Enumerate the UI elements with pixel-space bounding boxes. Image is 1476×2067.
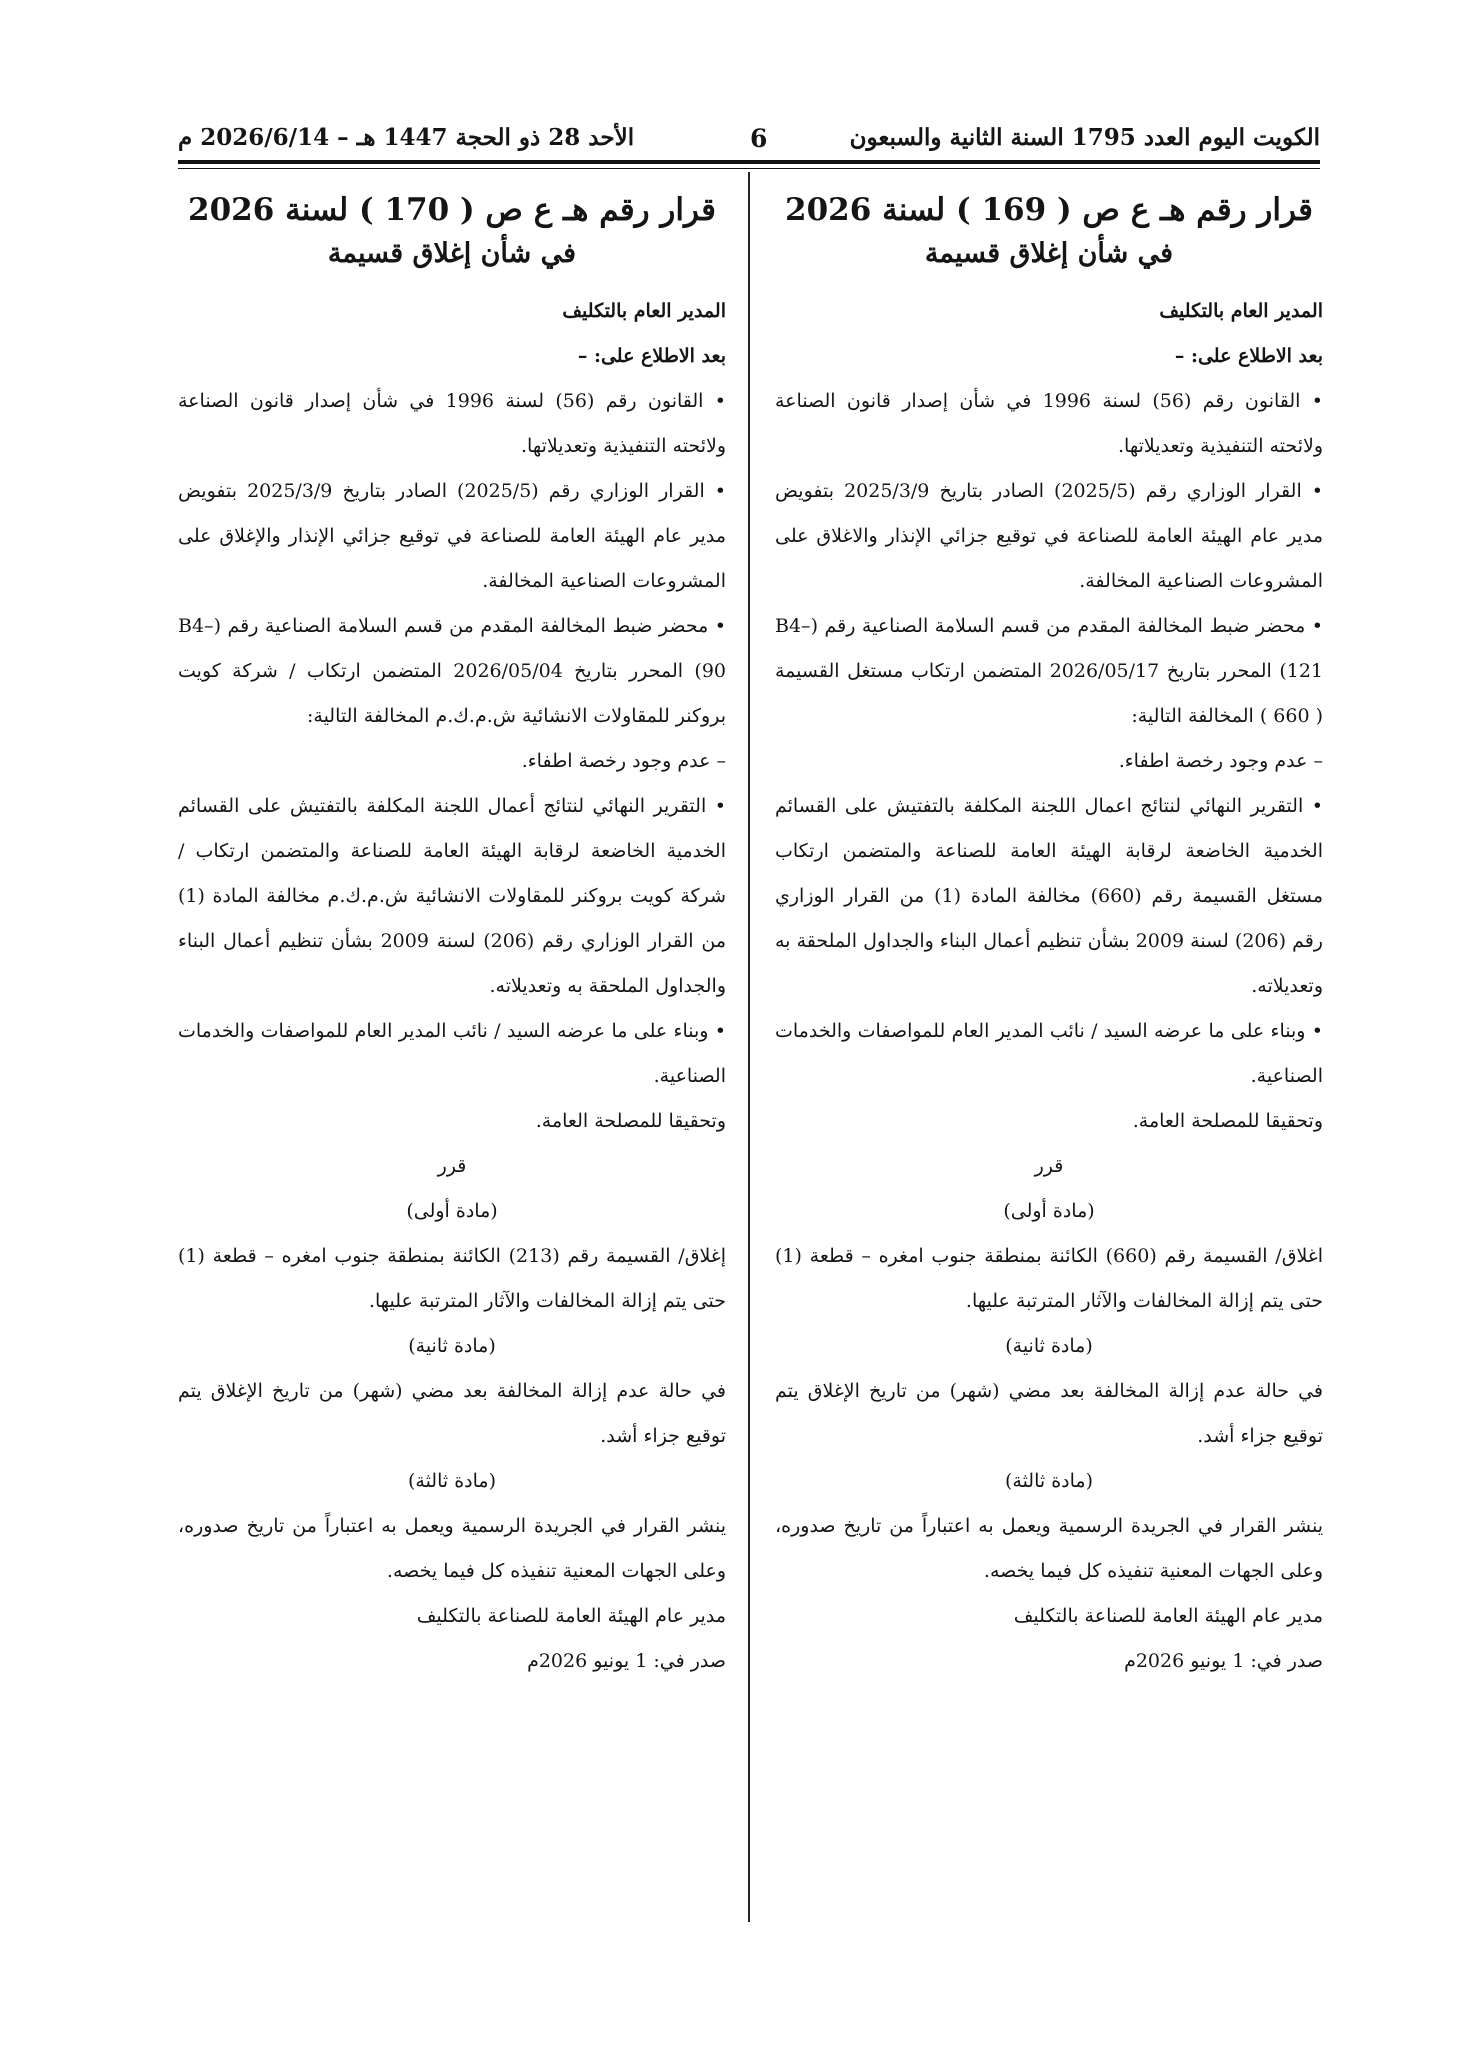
article-3-text: ينشر القرار في الجريدة الرسمية ويعمل به اعتباراً من تاريخ صدوره، وعلى الجهات المعنية تنفيذه كل فيما يخصه.	[178, 1514, 726, 1582]
article-2-heading: (مادة ثانية)	[408, 1334, 496, 1357]
ministerial-decision: • القرار الوزاري رقم (2025/5) الصادر بتاريخ 2025/3/9 بتفويض مدير عام الهيئة العامة للصناعة في توقيع جزائي الإنذار والاغلاق على المشروعات الصناعية المخالفة.	[775, 469, 1323, 604]
decided-heading: قرر	[1034, 1154, 1064, 1177]
article-3-text: ينشر القرار في الجريدة الرسمية ويعمل به اعتباراً من تاريخ صدوره، وعلى الجهات المعنية تنفيذه كل فيما يخصه.	[775, 1514, 1323, 1582]
violation-item: – عدم وجود رخصة اطفاء.	[521, 749, 726, 772]
final-report: • التقرير النهائي لنتائج اعمال اللجنة المكلفة بالتفتيش على القسائم الخدمية الخاضعة لرقابة الهيئة العامة للصناعة والمتضمن ارتكاب مستغل القسيمة رقم (660) مخالفة المادة (1) من القرار الوزاري رقم (206) لسنة 2009 بشأن تنظيم أعمال البناء والجداول الملحقة به وتعديلاته.	[775, 784, 1323, 1009]
column-divider	[748, 172, 750, 1922]
decision-subtitle: في شأن إغلاق قسيمة	[327, 238, 577, 270]
header-rule-thin	[178, 168, 1320, 169]
violation-report: • محضر ضبط المخالفة المقدم من قسم السلامة الصناعية رقم (B4–90) المحرر بتاريخ 2026/05/04 المتضمن ارتكاب / شركة كويت بروكنر للمقاولات الانشائية ش.م.ك.م المخالفة التالية:	[178, 604, 726, 739]
article-1-heading: (مادة أولى)	[406, 1199, 498, 1222]
director-line: المدير العام بالتكليف	[562, 299, 726, 322]
issued-date: صدر في: 1 يونيو 2026م	[527, 1649, 726, 1672]
signature: مدير عام الهيئة العامة للصناعة بالتكليف	[1013, 1604, 1323, 1627]
decision-subtitle: في شأن إغلاق قسيمة	[924, 238, 1174, 270]
page-number: 6	[750, 124, 768, 153]
article-2-text: في حالة عدم إزالة المخالفة بعد مضي (شهر) من تاريخ الإغلاق يتم توقيع جزاء أشد.	[775, 1379, 1323, 1447]
article-2-text: في حالة عدم إزالة المخالفة بعد مضي (شهر) من تاريخ الإغلاق يتم توقيع جزاء أشد.	[178, 1379, 726, 1447]
page-header	[178, 120, 1320, 160]
gazette-issue: الكويت اليوم العدد 1795 السنة الثانية والسبعون	[849, 124, 1320, 151]
violation-item: – عدم وجود رخصة اطفاء.	[1118, 749, 1323, 772]
director-line: المدير العام بالتكليف	[1159, 299, 1323, 322]
issued-date: صدر في: 1 يونيو 2026م	[1124, 1649, 1323, 1672]
decision-170	[178, 186, 726, 1684]
final-report: • التقرير النهائي لنتائج أعمال اللجنة المكلفة بالتفتيش على القسائم الخدمية الخاضعة لرقابة الهيئة العامة للصناعة والمتضمن ارتكاب / شركة كويت بروكنر للمقاولات الانشائية ش.م.ك.م مخالفة المادة (1) من القرار الوزاري رقم (206) لسنة 2009 بشأن تنظيم أعمال البناء والجداول الملحقة به وتعديلاته.	[178, 784, 726, 1009]
law-reference: • القانون رقم (56) لسنة 1996 في شأن إصدار قانون الصناعة ولائحته التنفيذية وتعديلاتها.	[178, 379, 726, 469]
based-on: • وبناء على ما عرضه السيد / نائب المدير العام للمواصفات والخدمات الصناعية.	[178, 1009, 726, 1099]
public-interest: وتحقيقا للمصلحة العامة.	[1132, 1109, 1323, 1132]
article-1-heading: (مادة أولى)	[1003, 1199, 1095, 1222]
after-review: بعد الاطلاع على: –	[577, 344, 726, 367]
article-1-text: إغلاق/ القسيمة رقم (213) الكائنة بمنطقة جنوب امغره – قطعة (1) حتى يتم إزالة المخالفات والآثار المترتبة عليها.	[178, 1244, 726, 1312]
article-3-heading: (مادة ثالثة)	[407, 1469, 497, 1492]
article-2-heading: (مادة ثانية)	[1005, 1334, 1093, 1357]
article-1-text: اغلاق/ القسيمة رقم (660) الكائنة بمنطقة جنوب امغره – قطعة (1) حتى يتم إزالة المخالفات والآثار المترتبة عليها.	[775, 1244, 1323, 1312]
after-review: بعد الاطلاع على: –	[1174, 344, 1323, 367]
article-3-heading: (مادة ثالثة)	[1004, 1469, 1094, 1492]
ministerial-decision: • القرار الوزاري رقم (2025/5) الصادر بتاريخ 2025/3/9 بتفويض مدير عام الهيئة العامة للصناعة في توقيع جزائي الإنذار والإغلاق على المشروعات الصناعية المخالفة.	[178, 469, 726, 604]
header-rule-thick	[178, 160, 1320, 164]
decision-title: قرار رقم هـ ع ص ( 169 ) لسنة 2026	[785, 192, 1313, 228]
issue-date: الأحد 28 ذو الحجة 1447 هـ – 2026/6/14 م	[178, 124, 635, 151]
signature: مدير عام الهيئة العامة للصناعة بالتكليف	[416, 1604, 726, 1627]
decision-169	[775, 186, 1323, 1684]
public-interest: وتحقيقا للمصلحة العامة.	[535, 1109, 726, 1132]
decided-heading: قرر	[437, 1154, 467, 1177]
based-on: • وبناء على ما عرضه السيد / نائب المدير العام للمواصفات والخدمات الصناعية.	[775, 1009, 1323, 1099]
law-reference: • القانون رقم (56) لسنة 1996 في شأن إصدار قانون الصناعة ولائحته التنفيذية وتعديلاتها.	[775, 379, 1323, 469]
decision-title: قرار رقم هـ ع ص ( 170 ) لسنة 2026	[188, 192, 716, 228]
violation-report: • محضر ضبط المخالفة المقدم من قسم السلامة الصناعية رقم (B4–121) المحرر بتاريخ 2026/05/17 المتضمن ارتكاب مستغل القسيمة ( 660 ) المخالفة التالية:	[775, 604, 1323, 739]
